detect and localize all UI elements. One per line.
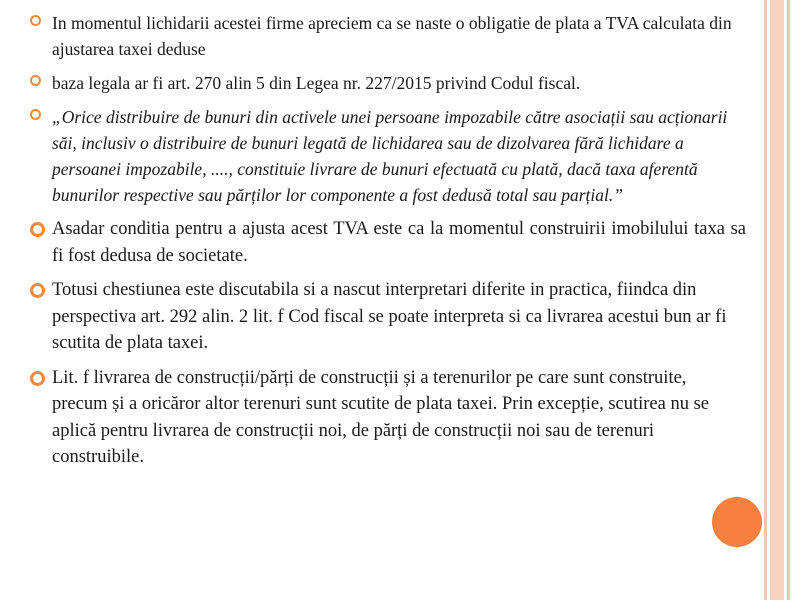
decorative-orange-circle xyxy=(712,497,762,547)
bullet-text: Totusi chestiunea este discutabila si a nascut interpretari diferite in practica, fiindca din perspectiva art. 292 alin. 2 lit. f Cod fiscal se poate interpreta si ca livrarea acestui bun ar fi scutita de plata taxei. xyxy=(52,280,727,353)
bullet-ring-icon xyxy=(30,75,41,86)
slide-content xyxy=(30,10,746,479)
bullet-text: Lit. f livrarea de construcții/părți de construcții și a terenurilor pe care sunt construite, precum și a oricăror altor terenuri sunt scutite de plata taxei. Prin excepție, scutirea nu se aplică pentru livrarea de construcții noi, de părți de construcții noi sau de terenuri construibile. xyxy=(52,367,710,467)
bullet-text: „Orice distribuire de bunuri din activele unei persoane impozabile către asociații sau acționarii săi, inclusiv o distribuire de bunuri legată de lichidarea sau de dizolvarea fără lichidare a persoanei impozabile, ...., constituie livrare de bunuri efectuată cu plată, dacă taxa aferentă bunurilor respective sau părților lor componente a fost dedusă total sau parțial.” xyxy=(52,107,728,205)
bullet-ring-icon xyxy=(30,283,45,298)
bullet-item-4 xyxy=(30,216,746,269)
bullet-list xyxy=(30,10,746,471)
slide-border-stripes xyxy=(758,0,800,600)
bullet-ring-icon xyxy=(30,371,45,386)
bullet-item-1 xyxy=(30,10,746,62)
bullet-ring-icon xyxy=(30,109,41,120)
bullet-item-3-quote xyxy=(30,104,746,208)
bullet-item-5 xyxy=(30,277,746,357)
bullet-text: In momentul lichidarii acestei firme apreciem ca se naste o obligatie de plata a TVA calculata din ajustarea taxei deduse xyxy=(52,13,732,59)
bullet-text: Asadar conditia pentru a ajusta acest TVA este ca la momentul construirii imobilului taxa sa fi fost dedusa de societate. xyxy=(52,219,746,266)
bullet-item-2 xyxy=(30,70,746,96)
bullet-item-6 xyxy=(30,365,746,471)
bullet-ring-icon xyxy=(30,15,41,26)
bullet-ring-icon xyxy=(30,222,45,237)
bullet-text: baza legala ar fi art. 270 alin 5 din Legea nr. 227/2015 privind Codul fiscal. xyxy=(52,73,581,93)
